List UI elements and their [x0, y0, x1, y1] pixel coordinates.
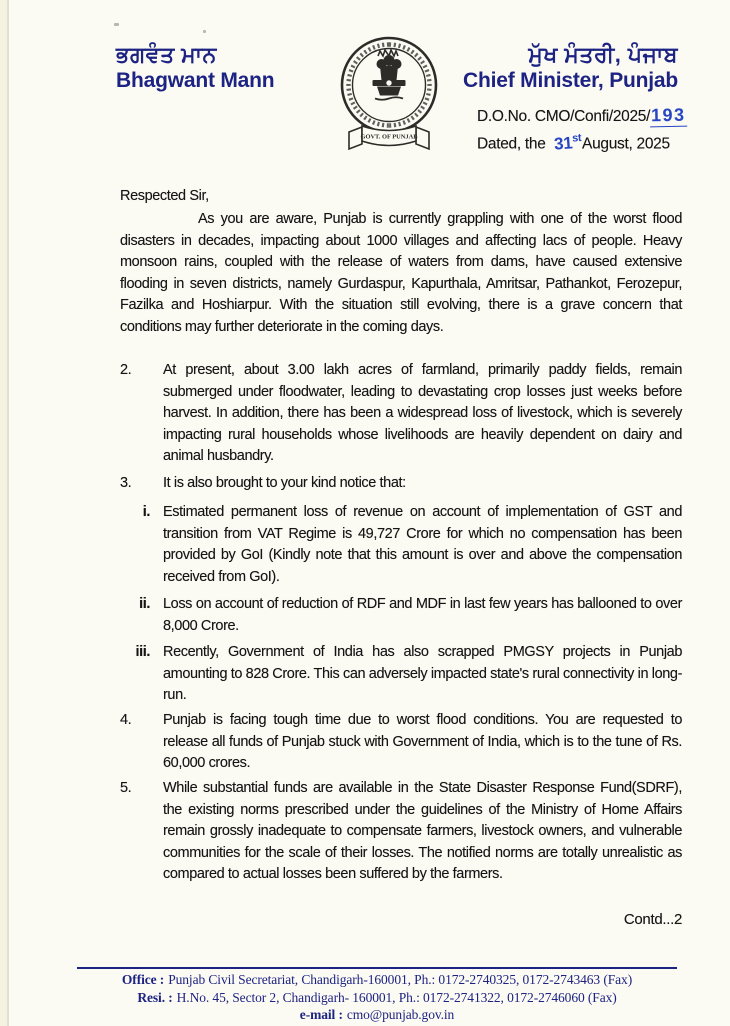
- do-number-printed: D.O.No. CMO/Confi/2025/: [477, 108, 651, 125]
- paragraph-number: 4.: [120, 712, 132, 728]
- letterhead-title-block: [463, 42, 678, 94]
- footer-residence-line: [77, 989, 677, 1007]
- footer-email-line: [77, 1006, 677, 1024]
- name-punjabi: ਭਗਵੰਤ ਮਾਨ: [116, 42, 217, 67]
- subitem-number: i.: [142, 504, 150, 520]
- footer-divider: [77, 967, 677, 969]
- do-number-line: [477, 104, 687, 128]
- subitem-number: ii.: [139, 596, 150, 612]
- title-punjabi: ਮੁੱਖ ਮੰਤਰੀ, ਪੰਜਾਬ: [528, 42, 678, 67]
- subitem-text: Loss on account of reduction of RDF and MDF in last few years has ballooned to over 8,000 Crore.: [163, 596, 682, 634]
- seal-banner-text: GOVT. OF PUNJAB: [360, 133, 418, 141]
- salutation: Respected Sir,: [120, 188, 209, 204]
- footer-residence-label: Resi. :: [137, 989, 173, 1005]
- subitem-ii: [120, 594, 682, 637]
- subitem-i: [120, 502, 682, 588]
- paragraph-text: At present, about 3.00 lakh acres of farmland, primarily paddy fields, remain submerged under floodwater, leading to devastating crop losses just weeks before harvest. In addition, there has been a widespread loss of livestock, which is severely impacting rural households whose livelihoods are heavily dependent on dairy and animal husbandry.: [163, 362, 682, 464]
- paragraph-text: Punjab is facing tough time due to worst flood conditions. You are requested to release all funds of Punjab stuck with Government of India, which is to the tune of Rs. 60,000 crores.: [163, 712, 682, 771]
- continuation-marker: Contd...2: [623, 911, 682, 928]
- scan-speck: [203, 30, 206, 33]
- paragraph-number: 5.: [120, 780, 132, 796]
- paragraph-number: 2.: [120, 362, 132, 378]
- paragraph-4: [120, 710, 682, 775]
- paragraph-text: While substantial funds are available in the State Disaster Response Fund(SDRF), the existing norms prescribed under the guidelines of the Ministry of Home Affairs remain grossly inadequate to compensate farmers, livestock owners, and vulnerable communities for the scale of their losses. The notified norms are totally unrealistic as compared to actual losses been suffered by the farmers.: [163, 780, 682, 882]
- do-number-block: [477, 104, 687, 156]
- title-english: Chief Minister, Punjab: [463, 69, 678, 92]
- footer-office-line: [77, 971, 677, 989]
- date-line: [477, 128, 687, 156]
- paragraph-number: 3.: [120, 475, 132, 491]
- subitem-iii: [120, 642, 682, 707]
- subitem-text: Recently, Government of India has also scrapped PMGSY projects in Punjab amounting to 828 Crore. This can adversely impacted state's rural connectivity in long-run.: [163, 644, 682, 703]
- letterhead-name-block: [116, 42, 274, 94]
- footer-office-text: Punjab Civil Secretariat, Chandigarh-160001, Ph.: 0172-2740325, 0172-2743463 (Fax): [168, 972, 633, 987]
- paragraph-3: [120, 473, 682, 495]
- paragraph-1: As you are aware, Punjab is currently grappling with one of the worst flood disasters in decades, impacting about 1000 villages and affecting lacs of people. Heavy monsoon rains, coupled with the release of waters from dams, have caused extensive flooding in seven districts, namely Gurdaspur, Kapurthala, Amritsar, Pathankot, Ferozepur, Fazilka and Hoshiarpur. With the situation still evolving, there is a grave concern that conditions may further deteriorate in the coming days.: [120, 211, 682, 335]
- paragraph-5: [120, 778, 682, 886]
- date-prefix: Dated, the: [477, 135, 546, 153]
- footer-residence-text: H.No. 45, Sector 2, Chandigarh- 160001, Ph.: 0172-2741322, 0172-2746060 (Fax): [176, 989, 617, 1005]
- do-number-handwritten: 193: [650, 104, 687, 128]
- paragraph-text: It is also brought to your kind notice that:: [163, 475, 406, 491]
- scan-edge-line: [7, 0, 9, 1026]
- scan-edge-strip: [0, 0, 7, 1026]
- name-english: Bhagwant Mann: [116, 69, 275, 92]
- footer-office-label: Office :: [121, 972, 165, 987]
- footer-email-text: cmo@punjab.gov.in: [346, 1007, 455, 1022]
- subitem-text: Estimated permanent loss of revenue on account of implementation of GST and transition from VAT Regime is 49,727 Crore for which no compensation has been provided by GoI (Kindly note that this amount is over and above the compensation received from GoI).: [163, 504, 682, 585]
- date-day-handwritten: 31st: [553, 132, 582, 154]
- footer-email-label: e-mail :: [299, 1007, 343, 1022]
- footer-contact-block: [77, 971, 677, 1024]
- govt-of-punjab-seal-icon: [339, 33, 439, 157]
- scan-speck: [114, 23, 119, 26]
- date-rest: August, 2025: [582, 135, 670, 153]
- subitem-number: iii.: [135, 644, 150, 660]
- paragraph-2: [120, 360, 682, 468]
